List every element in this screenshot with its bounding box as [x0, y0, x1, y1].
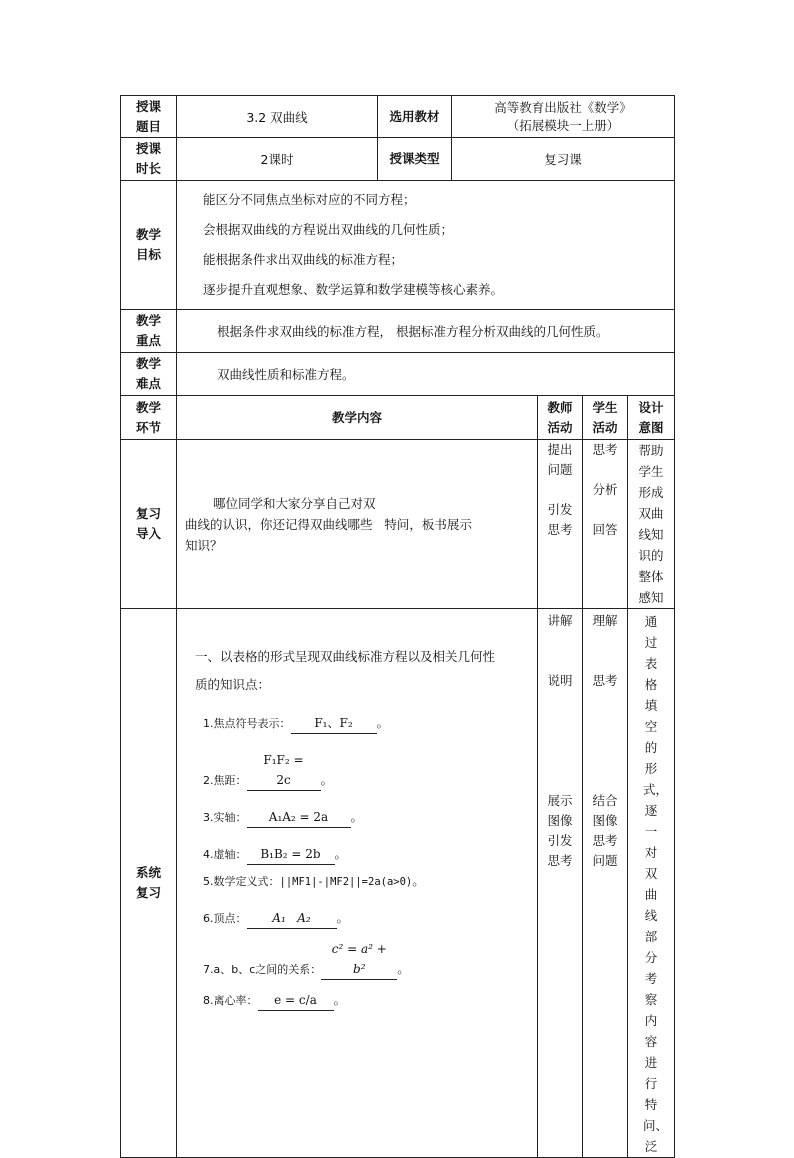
hours-value: 2课时 — [177, 138, 378, 181]
review-student: 理解 思考 结合图像思考问题 — [583, 609, 628, 1158]
review-item: 4.虚轴： B₁B₂ = 2b 。 — [203, 844, 533, 865]
goal-item: 逐步提升直观想象、数学运算和数学建模等核心素养。 — [203, 282, 504, 297]
topic-value: 3.2 双曲线 — [177, 96, 378, 138]
intro-teacher: 提出问题 引发思考 — [538, 440, 583, 609]
goal-item: 会根据双曲线的方程说出双曲线的几何性质； — [203, 222, 454, 237]
row-column-headers — [121, 396, 675, 440]
review-content: 一、以表格的形式呈现双曲线标准方程以及相关几何性 质的知识点： 1.焦点符号表示： F₁、F₂ 。 2.焦距：F₁F₂ = 2c 。 3.实轴： A₁A₂ = 2a 。 4.虚轴： B₁B₂ = 2b 。 5.数学定义式：||MF1|-|MF2||=2a(a>0)。 6.顶点： A₁ A₂ 。 7.a、b、c之间的关系：c² = a² + b² 。 8.离心率： e = c/a 。 — [177, 609, 538, 1158]
review-item: 1.焦点符号表示： F₁、F₂ 。 — [203, 713, 533, 734]
col-teacher-header: 教师活动 — [538, 396, 583, 440]
intro-content: 哪位同学和大家分享自己对双 曲线的认识，你还记得双曲线哪些 特问，板书展示 知识？ — [177, 440, 538, 609]
goal-item: 能区分不同焦点坐标对应的不同方程； — [203, 192, 416, 207]
goals-label: 教学目标 — [121, 181, 177, 310]
intro-intent: 帮助学生形成双曲线知识的整体感知 — [628, 440, 675, 609]
hours-label: 授课时长 — [121, 138, 177, 181]
review-intent: 通过表格填空的形式，逐一对双曲线部分考察内容进行特问、泛 — [628, 609, 675, 1158]
row-difficulty — [121, 353, 675, 396]
review-heading: 一、以表格的形式呈现双曲线标准方程以及相关几何性 — [195, 649, 496, 664]
difficulty-label: 教学难点 — [121, 353, 177, 396]
review-teacher: 讲解 说明 展示图像引发思考 — [538, 609, 583, 1158]
row-topic — [121, 96, 675, 138]
review-item: 2.焦距：F₁F₂ = 2c 。 — [203, 750, 533, 791]
textbook-label: 选用教材 — [378, 96, 452, 138]
textbook-value: 高等教育出版社《数学》 （拓展模块一上册） — [452, 96, 675, 138]
review-item: 3.实轴： A₁A₂ = 2a 。 — [203, 807, 533, 828]
col-student-header: 学生活动 — [583, 396, 628, 440]
review-item: 6.顶点： A₁ A₂ 。 — [203, 908, 533, 929]
col-phase-header: 教学环节 — [121, 396, 177, 440]
row-review — [121, 609, 675, 1158]
review-phase: 系统复习 — [121, 609, 177, 1158]
goal-item: 能根据条件求出双曲线的标准方程； — [203, 252, 404, 267]
review-item: 7.a、b、c之间的关系：c² = a² + b² 。 — [203, 939, 533, 980]
lesson-plan-table — [120, 95, 675, 1158]
difficulty-text: 双曲线性质和标准方程。 — [177, 353, 675, 396]
type-label: 授课类型 — [378, 138, 452, 181]
topic-label: 授课题目 — [121, 96, 177, 138]
col-intent-header: 设计意图 — [628, 396, 675, 440]
review-item: 5.数学定义式：||MF1|-|MF2||=2a(a>0)。 — [203, 873, 425, 888]
row-goals — [121, 181, 675, 310]
row-hours — [121, 138, 675, 181]
intro-student: 思考 分析 回答 — [583, 440, 628, 609]
col-content-header: 教学内容 — [177, 396, 538, 440]
row-key-points — [121, 310, 675, 353]
intro-phase: 复习导入 — [121, 440, 177, 609]
key-points-label: 教学重点 — [121, 310, 177, 353]
key-points-text: 根据条件求双曲线的标准方程， 根据标准方程分析双曲线的几何性质。 — [177, 310, 675, 353]
type-value: 复习课 — [452, 138, 675, 181]
row-intro — [121, 440, 675, 609]
review-item: 8.离心率： e = c/a 。 — [203, 990, 533, 1011]
goals-list — [177, 181, 675, 310]
